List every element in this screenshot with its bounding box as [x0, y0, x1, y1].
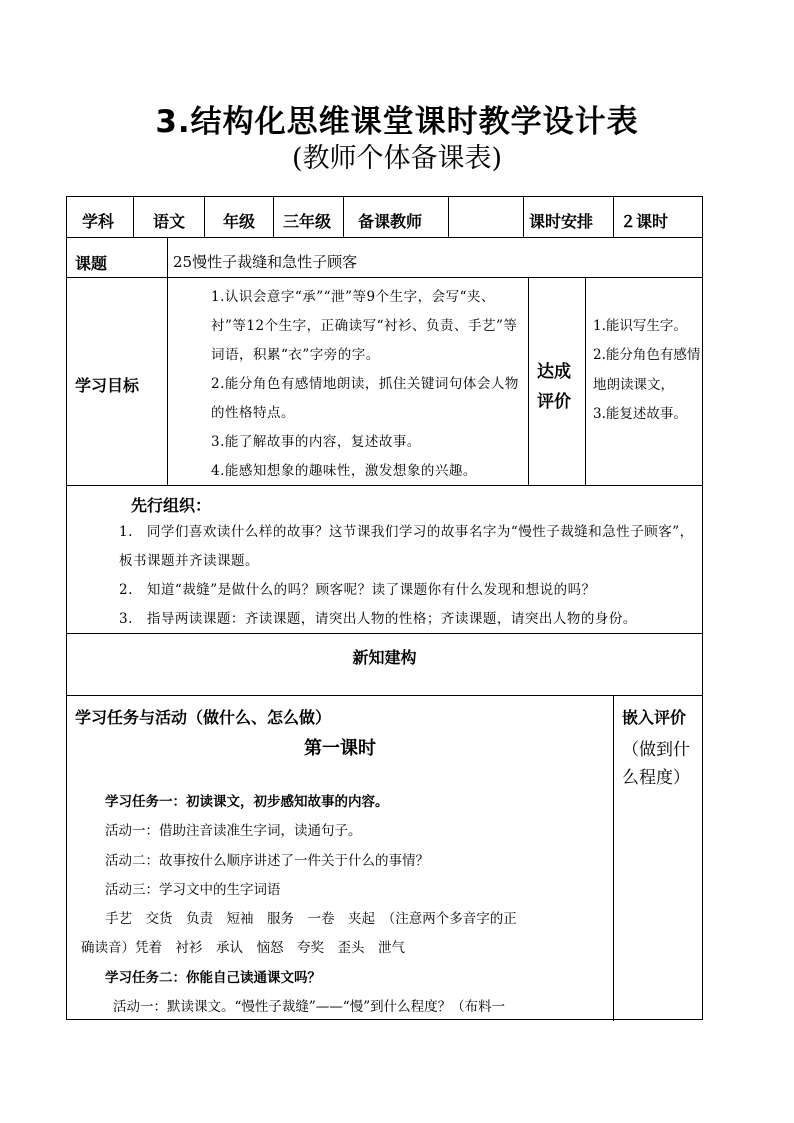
- activity-4: 活动一：默读课文。“慢性子裁缝”——“慢”到什么程度？（布料一: [113, 999, 506, 1016]
- vocab-line-2: 确读音）凭着 衬衫 承认 恼怒 夸奖 歪头 泄气: [81, 940, 405, 957]
- col-divider: [523, 197, 524, 237]
- topic-label: 课题: [75, 254, 108, 273]
- col-divider: [585, 277, 586, 485]
- advance-heading: 先行组织：: [131, 496, 212, 515]
- col-divider: [613, 197, 614, 237]
- col-divider: [204, 197, 205, 237]
- activity-2: 活动二：故事按什么顺序讲述了一件关于什么的事情？: [105, 852, 429, 869]
- assessment-label-2: 评价: [537, 392, 571, 412]
- assessment-item: 1.能识写生字。: [593, 318, 687, 334]
- tasks-header: 学习任务与活动（做什么、怎么做）: [75, 708, 332, 727]
- row-divider: [67, 237, 702, 238]
- grade-value: 三年级: [283, 212, 332, 231]
- document-subtitle: (教师个体备课表): [291, 143, 503, 174]
- col-divider: [613, 695, 614, 1021]
- grade-label: 年级: [223, 212, 256, 231]
- goal-item: 4.能感知想象的趣味性，激发想象的兴趣。: [211, 463, 477, 479]
- goals-list: [173, 283, 525, 486]
- assessment-item: 2.能分角色有感情地朗读课文，: [593, 347, 701, 393]
- vocab-line-1: 手艺 交货 负责 短袖 服务 一卷 夹起 （注意两个多音字的正: [105, 911, 517, 928]
- col-divider: [448, 197, 449, 237]
- lesson-title: 第一课时: [304, 738, 376, 759]
- task-2: 学习任务二：你能自己读通课文吗？: [105, 969, 321, 986]
- embedded-assessment-sub-1: （做到什: [622, 740, 690, 760]
- tasks-list: [81, 788, 610, 1022]
- assessment-list: [593, 312, 701, 429]
- lesson-plan-table: [66, 196, 703, 1020]
- assessment-item: 3.能复述故事。: [593, 405, 687, 422]
- task-1: 学习任务一：初读课文，初步感知故事的内容。: [105, 794, 389, 810]
- activity-3: 活动三：学习文中的生字词语: [105, 881, 281, 898]
- col-divider: [343, 197, 344, 237]
- advance-item: 1. 同学们喜欢读什么样的故事？这节课我们学习的故事名字为“慢性子裁缝和急性子顾客”，板书课题并齐读课题。: [119, 524, 694, 569]
- goals-label: 学习目标: [75, 376, 140, 395]
- activity-1: 活动一：借助注音读准生字词，读通句子。: [105, 823, 362, 840]
- row-divider: [67, 277, 702, 278]
- advance-item: 2. 知道“裁缝”是做什么的吗？顾客呢？读了课题你有什么发现和想说的吗？: [119, 582, 596, 598]
- col-divider: [167, 237, 168, 485]
- embedded-assessment-title: 嵌入评价: [622, 708, 687, 727]
- subject-label: 学科: [82, 212, 115, 231]
- teacher-label: 备课教师: [358, 212, 423, 231]
- goal-item: 1.认识会意字“承”“泄”等9个生字，会写“夹、衬”等12个生字，正确读写“衬衫、负责、手艺”等词语，积累“衣”字旁的字。: [211, 289, 518, 363]
- col-divider: [133, 197, 134, 237]
- embedded-assessment-sub-2: 么程度）: [622, 768, 690, 788]
- schedule-value: ２课时: [620, 212, 669, 231]
- row-divider: [67, 695, 702, 696]
- assessment-label-1: 达成: [537, 362, 571, 382]
- new-knowledge-heading: 新知建构: [352, 648, 417, 667]
- goal-item: 3.能了解故事的内容，复述故事。: [211, 434, 421, 450]
- col-divider: [273, 197, 274, 237]
- goal-item: 2.能分角色有感情地朗读，抓住关键词句体会人物的性格特点。: [211, 376, 519, 421]
- advance-list: [81, 518, 697, 634]
- col-divider: [528, 277, 529, 485]
- schedule-label: 课时安排: [529, 212, 594, 231]
- topic-value: 25慢性子裁缝和急性子顾客: [173, 253, 358, 271]
- document-title: 3.结构化思维课堂课时教学设计表: [155, 104, 639, 140]
- subject-value: 语文: [153, 212, 186, 231]
- advance-item: 3. 指导两读课题：齐读课题，请突出人物的性格；齐读课题，请突出人物的身份。: [119, 611, 637, 627]
